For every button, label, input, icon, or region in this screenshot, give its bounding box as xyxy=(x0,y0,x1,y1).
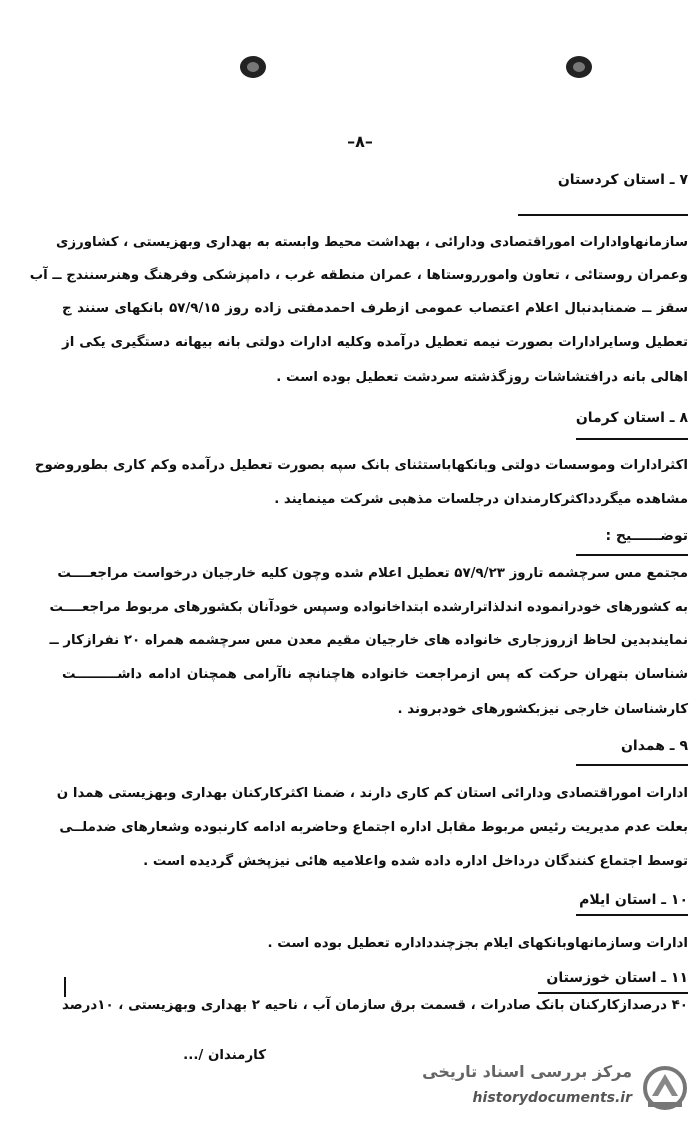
text-line: کارشناسان خارجی نیزبکشورهای خودبروند . xyxy=(397,702,688,717)
margin-mark xyxy=(64,977,66,997)
text-line: مشاهده میگردداکثرکارمندان درجلسات مذهبی شرکت مینمایند . xyxy=(274,492,688,507)
section-rule xyxy=(518,214,688,216)
watermark-title: مرکز بررسی اسناد تاریخی xyxy=(422,1062,632,1081)
section-heading-note: توضــــــیح : xyxy=(605,528,688,544)
section-heading-kerman: ۸ ـ استان کرمان xyxy=(575,410,688,426)
text-line: اکثرادارات وموسسات دولتی وبانکهاباستثنای بانک سپه بصورت تعطیل درآمده وکم کاری بطوروضوح xyxy=(34,458,688,473)
text-line: سازمانهاوادارات اموراقتصادی ودارائی ، بهداشت محیط وابسته به بهداری وبهزیستی ، کشاورزی xyxy=(56,235,688,250)
text-line: مجتمع مس سرچشمه تاروز ۵۷/۹/۲۳ تعطیل اعلام شده وچون کلیه خارجیان درخواست مراجعــــت xyxy=(57,566,688,581)
text-line: توسط اجتماع کنندگان درداخل اداره داده شده واعلامیه هائی نیزپخش گردیده است . xyxy=(143,854,688,869)
archive-logo-icon xyxy=(642,1062,688,1114)
text-line: سقز ــ ضمنابدنبال اعلام اعتصاب عمومی ازطرف احمدمفتی زاده روز ۵۷/۹/۱۵ بانکهای سنند ج xyxy=(62,301,688,316)
section-rule xyxy=(576,764,688,766)
document-body xyxy=(29,0,688,1128)
text-line: ۴۰ درصدازکارکنان بانک صادرات ، قسمت برق سازمان آب ، ناحیه ۲ بهداری وبهزیستی ، ۱۰درصد xyxy=(62,998,688,1013)
section-heading-hamadan: ۹ ـ همدان xyxy=(620,738,688,754)
watermark-url: historydocuments.ir xyxy=(472,1090,632,1106)
section-rule xyxy=(538,992,688,994)
text-line: شناسان بتهران حرکت که پس ازمراجعت خانواده هاچنانچه ناآرامی همچنان ادامه داشـــــــــت xyxy=(62,667,688,682)
text-line: وعمران روستائی ، تعاون وامورروستاها ، عمران منطقه غرب ، دامپزشکی وفرهنگ وهنرسنندج ــ آب xyxy=(29,268,688,283)
section-rule xyxy=(576,438,688,440)
text-line: ادارات وسازمانهاوبانکهای ایلام بجزچندداداره تعطیل بوده است . xyxy=(267,936,688,951)
section-rule xyxy=(576,554,688,556)
text-line: نمایندبدین لحاظ ازروزجاری خانواده های خارجیان مقیم معدن مس سرچشمه همراه ۲۰ نفرازکار ــ xyxy=(49,633,688,648)
text-line: اهالی بانه درافتشاشات روزگذشته سردشت تعطیل بوده است . xyxy=(276,370,688,385)
footer-fragment: کارمندان /... xyxy=(183,1048,266,1063)
page-number: –۸– xyxy=(347,132,373,151)
section-heading-khuzestan: ۱۱ ـ استان خوزستان xyxy=(546,970,688,986)
section-rule xyxy=(576,914,688,916)
section-heading-ilam: ۱۰ ـ استان ایلام xyxy=(579,892,688,908)
watermark xyxy=(420,1058,692,1120)
text-line: بعلت عدم مدیریت رئیس مربوط مقابل اداره اجتماع وحاضربه ادامه کارنبوده وشعارهای ضدملــی xyxy=(59,820,688,835)
text-line: تعطیل وسایرادارات بصورت نیمه تعطیل درآمده وکلیه ادارات دولتی بانه بیهانه دستگیری یکی از xyxy=(62,335,688,350)
text-line: به کشورهای خودرانموده اندلذاترارشده ابتداخانواده وسپس خودآنان بکشورهای مربوط مراجعــــت xyxy=(49,600,688,615)
text-line: ادارات اموراقتصادی ودارائی استان کم کاری دارند ، ضمنا اکثرکارکنان بهداری وبهزیستی همدا ن xyxy=(56,786,688,801)
section-heading-kurdistan: ۷ ـ استان کردستان xyxy=(557,172,688,188)
